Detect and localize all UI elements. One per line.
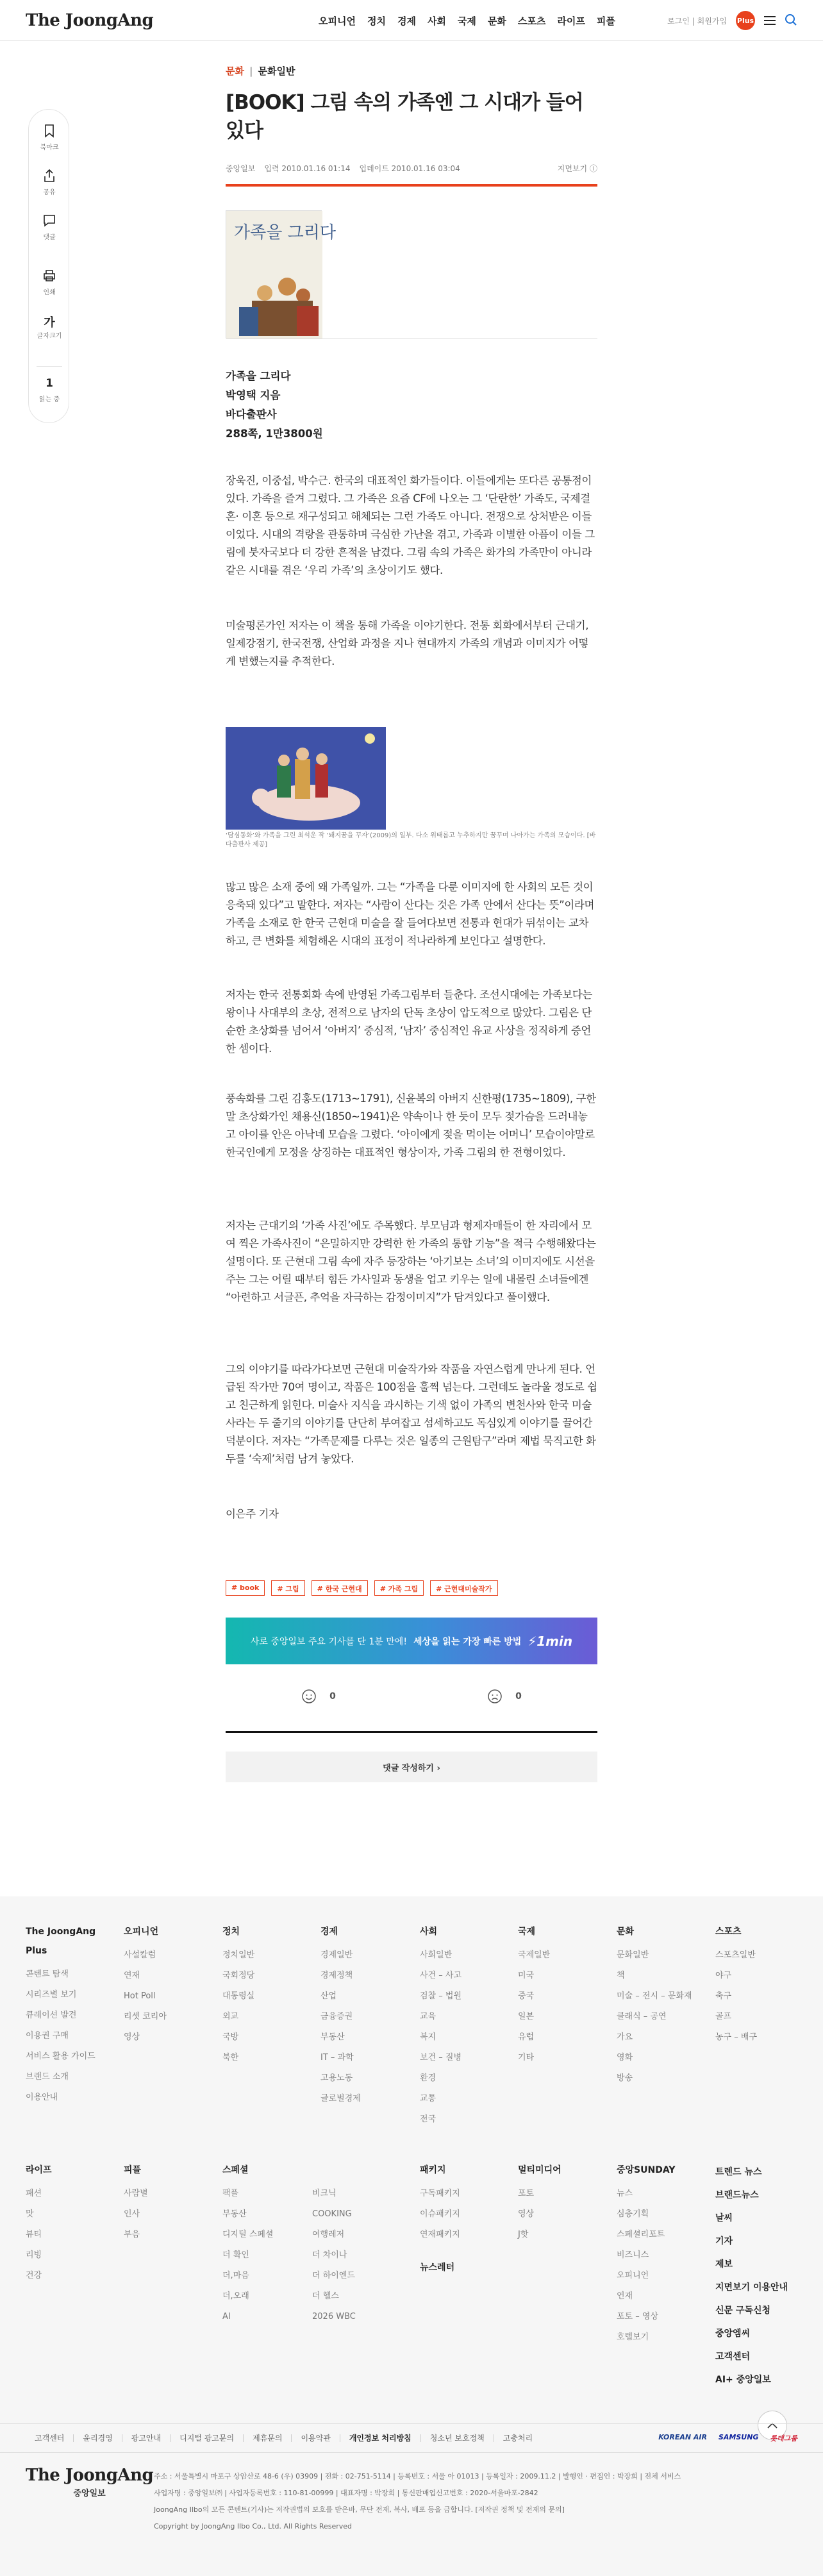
sponsor-logo[interactable]: 롯데그룹	[770, 2434, 797, 2443]
footer-link[interactable]: 뉴스	[617, 2189, 633, 2198]
footer-link[interactable]: 패션	[26, 2189, 42, 2198]
tag-item[interactable]: # 한국 근현대	[312, 1580, 368, 1596]
nav-sports[interactable]: 스포츠	[517, 15, 546, 27]
footer-link[interactable]: 스페셜리포트	[617, 2230, 665, 2239]
nav-culture[interactable]: 문화	[487, 15, 506, 27]
footer-link[interactable]: 부동산	[222, 2209, 247, 2219]
footer-link[interactable]: 영화	[617, 2053, 633, 2062]
company-info	[154, 2468, 681, 2535]
footer-link[interactable]: 글로벌경제	[320, 2094, 361, 2103]
footer-bar-link[interactable]: 청소년 보호정책	[421, 2434, 494, 2442]
bookmark-icon	[43, 124, 56, 138]
footer-link[interactable]: 검찰 – 법원	[420, 1991, 461, 2001]
sponsor-logos	[658, 2433, 797, 2443]
footer-link[interactable]: COOKING	[312, 2209, 352, 2219]
info-icon: ⓘ	[589, 164, 597, 173]
footer-link[interactable]: 더,마음	[222, 2271, 249, 2280]
breadcrumb: 문화 | 문화일반	[226, 65, 295, 77]
footer-heading: 패키지	[420, 2165, 446, 2175]
print-button[interactable]	[29, 269, 70, 296]
footer-link[interactable]: 큐레이션 발견	[26, 2011, 77, 2020]
share-label: 공유	[43, 189, 56, 196]
footer-heading: 중앙SUNDAY	[617, 2165, 676, 2175]
footer-link[interactable]: 오피니언	[617, 2271, 649, 2280]
footer-link[interactable]: 연재패키지	[420, 2230, 460, 2239]
footer-bar-link[interactable]: 광고안내	[122, 2434, 170, 2442]
footer-col-plus	[26, 1922, 103, 2108]
font-size-icon: 가	[44, 316, 55, 330]
footer-link[interactable]: J핫	[518, 2230, 529, 2239]
footer-link[interactable]: 외교	[222, 2012, 239, 2021]
site-header	[0, 0, 823, 41]
footer-link[interactable]: 부음	[124, 2230, 140, 2239]
footer-link[interactable]: 사회일반	[420, 1950, 453, 1960]
footer-link[interactable]: 사람별	[124, 2189, 148, 2198]
tag-item[interactable]: # 가족 그림	[374, 1580, 424, 1596]
footer-link[interactable]: 지면보기 이용안내	[715, 2282, 788, 2293]
book-price: 288쪽, 1만3800원	[226, 428, 323, 440]
global-nav	[319, 0, 615, 41]
sponsor-logo[interactable]: KOREAN AIR	[658, 2433, 707, 2441]
frown-icon	[487, 1689, 503, 1704]
footer-heading: 스포츠	[715, 1927, 742, 1937]
footer-link[interactable]: 연재	[124, 1971, 140, 1980]
footer-link[interactable]: AI+ 중앙일보	[715, 2375, 771, 2385]
footer-link[interactable]: Hot Poll	[124, 1991, 156, 2001]
copyright-line: Copyright by JoongAng Ilbo Co., Ltd. All Rights Reserved	[154, 2522, 353, 2530]
footer-link[interactable]: 여행레저	[312, 2230, 345, 2239]
paragraph: 미술평론가인 저자는 이 책을 통해 가족을 이야기한다. 전통 회화에서부터 근대기, 일제강점기, 한국전쟁, 산업화 과정을 지나 현대까지 가족의 개념과 이미지가 어떻게 변했는지를 추적한다.	[226, 619, 589, 667]
footer-link[interactable]: 더 확인	[222, 2250, 249, 2260]
footer-link[interactable]: 기자	[715, 2236, 733, 2246]
like-button[interactable]	[301, 1689, 336, 1704]
nav-life[interactable]: 라이프	[557, 15, 585, 27]
footer-link[interactable]: 브랜드뉴스	[715, 2190, 759, 2200]
footer-link[interactable]: 디지털 스페셜	[222, 2230, 274, 2239]
footer-link[interactable]: 신문 구독신청	[715, 2305, 771, 2316]
paragraph: 저자는 한국 전통회화 속에 반영된 가족그림부터 들춘다. 조선시대에는 가족보다는 왕이나 사대부의 초상, 전적으로 남자의 단독 초상이 압도적으로 많았다. 그림은 단순한 초상화를 넘어서 ‘아버지’ 중심적, ‘남자’ 중심적인 유교 사상을 정직하게 증언한 셈이다.	[226, 989, 592, 1055]
footer-link[interactable]: 국제일반	[518, 1950, 551, 1960]
footer-link[interactable]: 호텔보기	[617, 2332, 649, 2342]
nav-economy[interactable]: 경제	[397, 15, 416, 27]
footer-link[interactable]: 시리즈별 보기	[26, 1990, 77, 2000]
book-author: 박영택 지음	[226, 389, 281, 401]
footer-link[interactable]: 전국	[420, 2114, 436, 2124]
footer-link[interactable]: 국회정당	[222, 1971, 255, 1980]
font-size-label: 글자크기	[37, 333, 62, 340]
footer-link[interactable]: 고객센터	[715, 2352, 751, 2362]
footer-link[interactable]: 포토 – 영상	[617, 2312, 658, 2321]
write-comment-button[interactable]: 댓글 작성하기 ›	[226, 1752, 597, 1782]
nav-opinion[interactable]: 오피니언	[319, 15, 356, 27]
footer-col-package	[420, 2161, 460, 2281]
footer-link[interactable]: 가요	[617, 2032, 633, 2042]
footer-link[interactable]: 북한	[222, 2053, 239, 2062]
footer-heading: 라이프	[26, 2165, 52, 2175]
comment-icon	[42, 213, 56, 228]
menu-icon[interactable]	[764, 16, 776, 25]
tag-item[interactable]: # 근현대미술작가	[430, 1580, 497, 1596]
footer-bar-link[interactable]: 윤리경영	[74, 2434, 122, 2442]
book-cover-title: 가족을 그리다	[234, 223, 336, 242]
footer-link[interactable]: 중국	[518, 1991, 535, 2001]
footer-link[interactable]: 환경	[420, 2073, 436, 2083]
footer-link[interactable]: 더 헬스	[312, 2291, 339, 2301]
footer-link[interactable]: 유럽	[518, 2032, 535, 2042]
title-divider	[226, 184, 597, 187]
footer-col-special	[222, 2161, 273, 2327]
footer-heading: 사회	[420, 1927, 438, 1937]
footer-link[interactable]: 복지	[420, 2032, 436, 2042]
footer-logo[interactable]	[26, 2466, 153, 2498]
footer-link[interactable]: 영상	[124, 2032, 140, 2042]
footer-link[interactable]: 이용안내	[26, 2093, 58, 2102]
print-view-label: 지면보기	[557, 164, 588, 173]
footer-link[interactable]: 중앙엠씨	[715, 2329, 751, 2339]
footer-col-life	[26, 2161, 52, 2286]
book-cover-image	[226, 210, 336, 339]
footer-link[interactable]: 축구	[715, 1991, 732, 2001]
comment-button[interactable]	[29, 213, 70, 241]
footer-link[interactable]: 인사	[124, 2209, 140, 2219]
login-link[interactable]: 로그인	[667, 16, 690, 26]
dislike-count: 0	[515, 1691, 522, 1702]
company-registration: 사업자명 : 중앙일보㈜ | 사업자등록번호 : 110-81-00999 | 대표자명 : 박장희 | 통신판매업신고번호 : 2020-서울마포-2842	[154, 2489, 538, 2497]
footer-heading: 피플	[124, 2165, 142, 2175]
nav-society[interactable]: 사회	[427, 15, 446, 27]
footer-link[interactable]: 골프	[715, 2012, 732, 2021]
nav-people[interactable]: 피플	[596, 15, 615, 27]
footer-link[interactable]: 교통	[420, 2094, 436, 2103]
dislike-button[interactable]	[487, 1689, 522, 1704]
footer-col-world	[518, 1922, 550, 2068]
footer-link[interactable]: 더 차이나	[312, 2250, 347, 2260]
font-size-button[interactable]	[29, 314, 70, 340]
footer-link[interactable]: AI	[222, 2312, 231, 2321]
footer-link[interactable]: 스포츠일반	[715, 1950, 756, 1960]
paragraph: 장욱진, 이중섭, 박수근. 한국의 대표적인 화가들이다. 이들에게는 또다른 공통점이 있다. 가족을 즐겨 그렸다. 그 가족은 요즘 CF에 나오는 그 ‘단란한’ 가족도, 국제결혼· 이혼 등으로 재구성되고 해체되는 그런 가족도 아니다. 전쟁으로 상처받은 이들이었다. 시대의 격랑을 관통하며 극심한 가난을 겪고, 가족과 이별한 아픔이 이들 그림에 붓자국보다 더 강한 흔적을 남겼다. 그림 속의 가족은 화가의 가족만이 아니라 같은 시대를 겪은 ‘우리 가족’의 초상이기도 했다.	[226, 474, 595, 576]
footer-link[interactable]: 농구 – 배구	[715, 2032, 757, 2042]
footer-link[interactable]: 맛	[26, 2209, 34, 2219]
footer-bar-link[interactable]: 제휴문의	[244, 2434, 292, 2442]
footer-link[interactable]: IT – 과학	[320, 2053, 354, 2062]
footer-link[interactable]: 건강	[26, 2271, 42, 2280]
footer-link[interactable]: 사설칼럼	[124, 1950, 156, 1960]
footer-link[interactable]: 책	[617, 1971, 625, 1980]
footer-link[interactable]: 교육	[420, 2012, 436, 2021]
book-info	[226, 367, 597, 444]
paragraph: 저자는 근대기의 ‘가족 사진’에도 주목했다. 부모님과 형제자매들이 한 자리에서 모여 찍은 가족사진이 “은밀하지만 강력한 한 가족의 통합 기능”을 적극 수행해왔다는 설명이다. 또 근현대 그림 속에 자주 등장하는 ‘아기보는 소녀’의 이미지에도 시선을 주는 그는 어릴 때부터 힘든 가사일과 동생을 업고 키우는 일에 내몰린 소녀들에겐 “아련하고 서글픈, 추억을 자극하는 감정이미지”가 담겨있다고 풀이했다.	[226, 1219, 596, 1303]
footer-bar-link[interactable]: 디지털 광고문의	[170, 2434, 244, 2442]
footer-col-special-2	[312, 2161, 356, 2327]
updated-date: 업데이트 2010.01.16 03:04	[359, 164, 460, 173]
footer-col-opinion	[124, 1922, 167, 2048]
banner-text: 사로 중앙일보 주요 기사를 단 1분 만에!	[250, 1636, 407, 1647]
footer-heading: 멀티미디어	[518, 2165, 561, 2175]
footer-bar-link[interactable]: 고충처리	[503, 2434, 533, 2443]
footer-bar-link[interactable]: 고객센터	[26, 2434, 74, 2442]
footer-link[interactable]: 보건 – 질병	[420, 2053, 461, 2062]
footer-link[interactable]: 콘텐트 탐색	[26, 1970, 69, 1979]
tag-item[interactable]: # book	[226, 1580, 265, 1596]
article-source: 중앙일보	[226, 164, 256, 173]
footer-link[interactable]: 이슈패키지	[420, 2209, 460, 2219]
published-date: 입력 2010.01.16 01:14	[264, 164, 351, 173]
footer-link[interactable]: 부동산	[320, 2032, 345, 2042]
footer-logo-text: The JoongAng	[26, 2466, 154, 2485]
article-toolbar	[28, 109, 69, 423]
nav-politics[interactable]: 정치	[367, 15, 386, 27]
footer-link[interactable]: 기타	[518, 2053, 535, 2062]
footer-heading: 오피니언	[124, 1927, 159, 1937]
footer-col-politics	[222, 1922, 254, 2068]
footer-link[interactable]: 이용권 구매	[26, 2031, 69, 2041]
footer-link[interactable]: 브랜드 소개	[26, 2072, 69, 2082]
tag-item[interactable]: # 그림	[271, 1580, 304, 1596]
reaction-bar	[226, 1678, 597, 1714]
footer-link[interactable]: 경제정책	[320, 1971, 353, 1980]
print-view-link[interactable]	[558, 163, 597, 174]
nav-world[interactable]: 국제	[457, 15, 476, 27]
footer-link[interactable]: 문화일반	[617, 1950, 649, 1960]
footer-col-people	[124, 2161, 148, 2245]
footer-link[interactable]: 금융증권	[320, 2012, 353, 2021]
footer-link[interactable]: 사건 – 사고	[420, 1971, 461, 1980]
footer-link[interactable]: 미국	[518, 1971, 535, 1980]
footer-col-sports	[715, 1922, 757, 2048]
image-caption: ‘담심동화’와 가족을 그린 최석운 작 ‘돼지꿈을 꾸자’(2009)의 일부. 다소 위태롭고 누추하지만 꿈꾸며 나아가는 가족의 모습이다. [바다출판사 제공]	[226, 832, 596, 848]
section-divider	[226, 1731, 597, 1733]
sponsor-logo[interactable]: SAMSUNG	[719, 2433, 759, 2441]
share-button[interactable]	[29, 169, 70, 196]
breadcrumb-culture-general[interactable]: 문화일반	[258, 65, 295, 77]
footer-link[interactable]: 심층기획	[617, 2209, 649, 2219]
smile-icon	[301, 1689, 317, 1704]
plus-button[interactable]: Plus	[736, 11, 755, 30]
book-title: 가족을 그리다	[226, 370, 291, 382]
footer-link[interactable]: 비크닉	[312, 2189, 337, 2198]
footer-link[interactable]: 연재	[617, 2291, 633, 2301]
header-actions: 로그인 | 회원가입 Plus	[667, 0, 797, 41]
footer-link[interactable]: 뷰티	[26, 2230, 42, 2239]
print-icon	[42, 269, 56, 283]
article-image	[226, 727, 386, 830]
footer-link[interactable]: 고용노동	[320, 2073, 353, 2083]
footer-link[interactable]: 클래식 – 공연	[617, 2012, 667, 2021]
footer-col-society	[420, 1922, 461, 2130]
reading-count	[37, 366, 62, 403]
paragraph: 풍속화를 그린 김홍도(1713~1791), 신윤복의 아버지 신한평(1735~1809), 구한말 초상화가인 채용신(1850~1941)은 약속이나 한 듯이 모두 젖가슴을 드러내놓고 아이를 안은 아낙네 모습을 그렸다. ‘아이에게 젖을 먹이는 어머니’ 모습이야말로 한국인에게 모정을 상징하는 대표적인 형상이자, 가족 그림의 한 전형이었다.	[226, 1092, 596, 1158]
share-icon	[43, 169, 56, 183]
footer-link[interactable]: 산업	[320, 1991, 337, 2001]
footer-col-culture	[617, 1922, 692, 2089]
footer-link[interactable]: 리빙	[26, 2250, 42, 2260]
promo-banner[interactable]	[226, 1618, 597, 1664]
footer-col-sunday	[617, 2161, 675, 2348]
signup-link[interactable]: 회원가입	[697, 16, 727, 26]
site-logo[interactable]: The JoongAng	[26, 10, 154, 30]
bookmark-button[interactable]	[29, 124, 70, 151]
footer-heading: 국제	[518, 1927, 536, 1937]
tag-list	[226, 1580, 498, 1596]
reading-count-value: 1	[46, 377, 53, 390]
banner-strong: 세상을 읽는 가장 빠른 방법	[413, 1636, 522, 1647]
footer-link[interactable]: 제보	[715, 2259, 733, 2270]
footer-link[interactable]: 대통령실	[222, 1991, 255, 2001]
footer-heading: 경제	[320, 1927, 338, 1937]
footer-col-services	[715, 2161, 788, 2391]
footer-link[interactable]: 포토	[518, 2189, 535, 2198]
footer-bar-link[interactable]: 개인정보 처리방침	[340, 2434, 421, 2442]
footer-link[interactable]: 트렌드 뉴스	[715, 2167, 762, 2177]
bookmark-label: 북마크	[40, 144, 59, 151]
footer-heading: The JoongAng Plus	[26, 1927, 96, 1956]
comment-label: 댓글	[43, 234, 56, 241]
footer-col-multimedia	[518, 2161, 561, 2245]
footer-link[interactable]: 영상	[518, 2209, 535, 2219]
breadcrumb-culture[interactable]: 문화	[226, 65, 244, 77]
footer-heading: 정치	[222, 1927, 240, 1937]
footer-link[interactable]: 날씨	[715, 2213, 733, 2223]
footer-link[interactable]: 더 하이엔드	[312, 2271, 355, 2280]
footer-link[interactable]: 리셋 코리아	[124, 2012, 167, 2021]
paragraph: 많고 많은 소재 중에 왜 가족일까. 그는 “가족을 다룬 이미지에 한 사회의 모든 것이 응축돼 있다”고 말한다. 저자는 “사람이 산다는 것은 가족 안에서 산다는 뜻”이라며 가족을 소재로 한 한국 근현대 미술을 잘 들여다보면 전통과 현대가 뒤섞이는 교차하고, 큰 변화를 체험해온 시대의 표정이 적나라하게 보인다고 설명한다.	[226, 881, 594, 947]
company-address: 주소 : 서울특별시 마포구 상암산로 48-6 (우) 03909 | 전화 : 02-751-5114 | 등록번호 : 서울 아 01013 | 등록일자 : 2009.11.2 | 발행인 · 편집인 : 박장희 | 전체 서비스	[154, 2472, 681, 2480]
footer-link[interactable]: 정치일반	[222, 1950, 255, 1960]
image-divider	[226, 338, 597, 339]
footer-link[interactable]: 구독패키지	[420, 2189, 460, 2198]
footer-newsletter[interactable]: 뉴스레터	[420, 2262, 455, 2273]
reading-label: 읽는 중	[38, 396, 60, 403]
footer-link[interactable]: 야구	[715, 1971, 732, 1980]
copyright-notice: JoongAng Ilbo의 모든 콘텐트(기사)는 저작권법의 보호를 받은바, 무단 전재, 복사, 배포 등을 금합니다. [저작권 정책 및 전재의 문의]	[154, 2505, 565, 2514]
book-publisher: 바다출판사	[226, 408, 277, 421]
footer-heading: 스페셜	[222, 2165, 249, 2175]
footer-link[interactable]: 미술 – 전시 – 문화재	[617, 1991, 692, 2001]
footer-link[interactable]: 국방	[222, 2032, 239, 2042]
footer-logo-sub: 중앙일보	[73, 2489, 106, 2498]
like-count: 0	[329, 1691, 336, 1702]
footer-link[interactable]: 2026 WBC	[312, 2312, 356, 2321]
banner-brand: ⚡1min	[528, 1633, 573, 1649]
footer-link[interactable]: 방송	[617, 2073, 633, 2083]
footer-bar-link[interactable]: 이용약관	[292, 2434, 340, 2442]
reporter-byline: 이은주 기자	[226, 1508, 279, 1520]
paragraph: 그의 이야기를 따라가다보면 근현대 미술작가와 작품을 자연스럽게 만나게 된다. 언급된 작가만 70여 명이고, 작품은 100점을 훌쩍 넘는다. 그런데도 놀라울 정도로 쉽고 친근하게 읽힌다. 미술사 지식을 과시하는 기색 없이 가족의 변천사와 한국 미술사라는 두 줄기의 이야기를 단단히 부여잡고 섬세하고도 독심있게 이야기를 끌어간 덕분이다. 저자는 “가족문제를 다루는 것은 일종의 근원탐구”라며 제법 묵직고한 화두를 ‘숙제’처럼 남겨 놓았다.	[226, 1363, 597, 1465]
search-icon[interactable]	[785, 13, 797, 28]
footer-link[interactable]: 더,오래	[222, 2291, 249, 2301]
page-title: [BOOK] 그림 속의 가족엔 그 시대가 들어있다	[226, 91, 583, 142]
footer-heading: 문화	[617, 1927, 635, 1937]
footer-col-economy	[320, 1922, 361, 2109]
article-meta	[226, 163, 597, 174]
footer-link[interactable]: 팩플	[222, 2189, 239, 2198]
footer-link[interactable]: 서비스 활용 가이드	[26, 2052, 96, 2061]
footer-link[interactable]: 일본	[518, 2012, 535, 2021]
print-label: 인쇄	[43, 289, 56, 296]
footer-link[interactable]: 경제일반	[320, 1950, 353, 1960]
footer-link[interactable]: 비즈니스	[617, 2250, 649, 2260]
